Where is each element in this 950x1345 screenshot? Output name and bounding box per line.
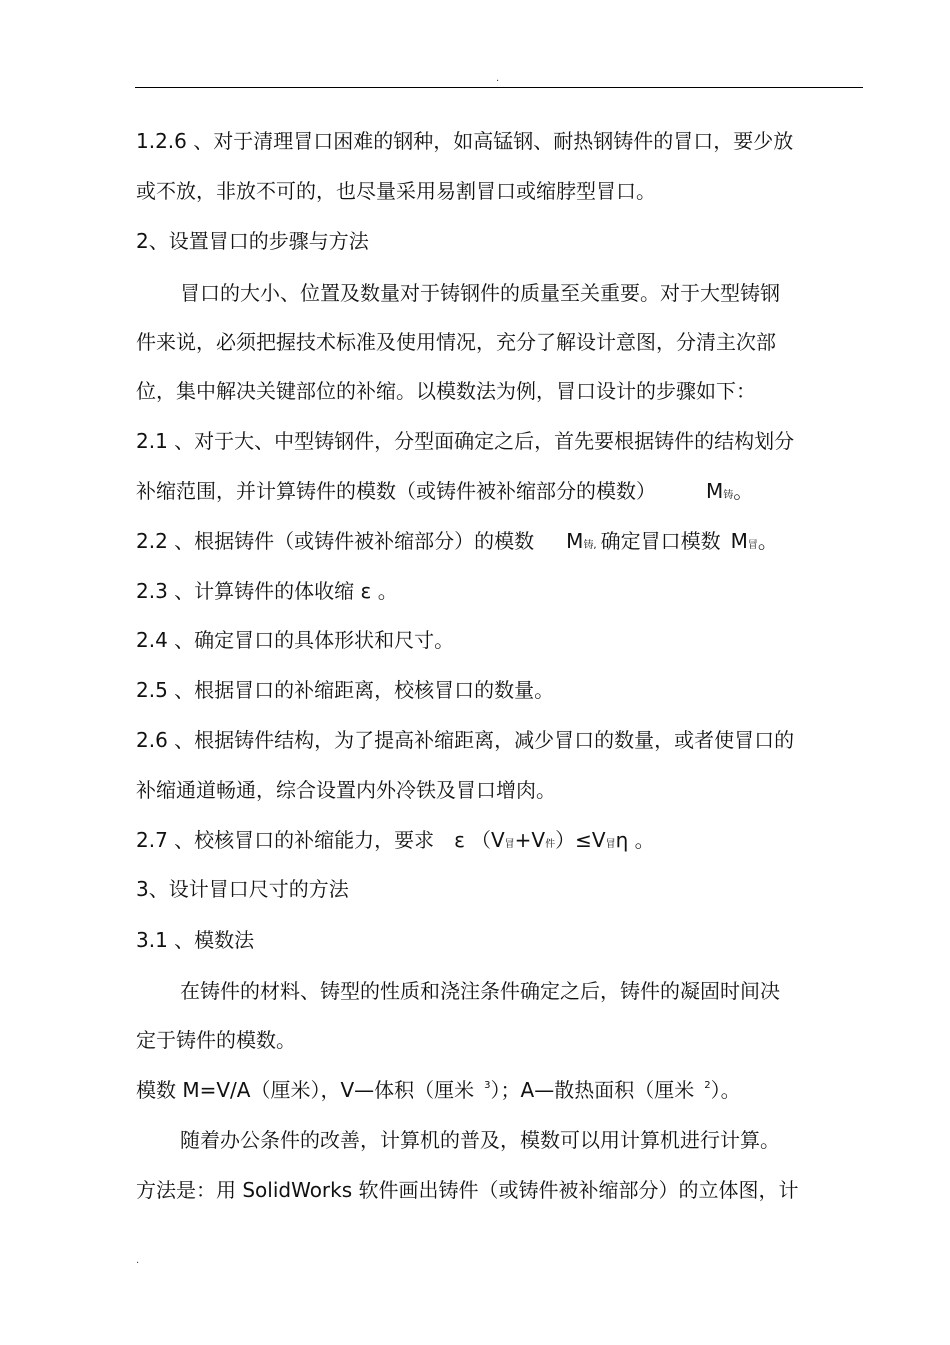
subscript: 铸, <box>583 540 597 551</box>
symbol-m: M <box>706 479 724 503</box>
paragraph-line: 方法是：用 SolidWorks 软件画出铸件（或铸件被补缩部分）的立体图，计 <box>136 1178 799 1202</box>
paragraph-line: 2.1 、对于大、中型铸钢件，分型面确定之后，首先要根据铸件的结构划分 <box>136 429 795 453</box>
paragraph-line: 随着办公条件的改善，计算机的普及，模数可以用计算机进行计算。 <box>180 1128 780 1152</box>
paragraph-line: 或不放，非放不可的，也尽量采用易割冒口或缩脖型冒口。 <box>136 179 656 203</box>
paragraph-line: 冒口的大小、位置及数量对于铸钢件的质量至关重要。对于大型铸钢 <box>180 281 780 305</box>
footer-dot: . <box>136 1255 140 1266</box>
text-run: ）；A—散热面积（厘米 <box>490 1078 695 1102</box>
paragraph-line: 位，集中解决关键部位的补缩。以模数法为例，冒口设计的步骤如下： <box>136 379 756 403</box>
text-run: ）。 <box>710 1078 741 1102</box>
symbol-epsilon: ε <box>454 828 465 852</box>
paragraph-line: 2.6 、根据铸件结构，为了提高补缩距离，减少冒口的数量，或者使冒口的 <box>136 728 795 752</box>
paragraph-line <box>136 478 856 504</box>
subscript: 冒 <box>605 839 616 850</box>
symbol-m: M <box>730 529 748 553</box>
paragraph-line: 定于铸件的模数。 <box>136 1028 296 1052</box>
header-dot: . <box>496 73 500 84</box>
text-run: 模数 M=V/A（厘米），V—体积（厘米 <box>136 1078 475 1102</box>
symbol-m: M <box>566 529 584 553</box>
text-run: （V <box>470 828 505 852</box>
subsection-heading: 3.1 、模数法 <box>136 928 255 952</box>
subscript: 冒 <box>747 540 758 551</box>
paragraph-line: 件来说，必须把握技术标准及使用情况，充分了解设计意图，分清主次部 <box>136 330 776 354</box>
text-run: 2.7 、校核冒口的补缩能力，要求 <box>136 828 435 852</box>
text-run: +V <box>514 828 546 852</box>
text-run: ）≤V <box>555 828 606 852</box>
subscript: 铸 <box>723 490 734 501</box>
superscript: 2 <box>704 1080 711 1091</box>
paragraph-line: 2.4 、确定冒口的具体形状和尺寸。 <box>136 628 455 652</box>
paragraph-line: 2.3 、计算铸件的体收缩 ε 。 <box>136 579 398 603</box>
text-run: η 。 <box>615 828 655 852</box>
paragraph-line <box>136 528 856 554</box>
subscript: 冒 <box>504 839 515 850</box>
text-run: 补缩范围，并计算铸件的模数（或铸件被补缩部分的模数） <box>136 479 656 503</box>
subscript: 件 <box>545 839 556 850</box>
section-heading: 3、设计冒口尺寸的方法 <box>136 877 349 901</box>
superscript: 3 <box>484 1080 491 1091</box>
header-rule <box>135 87 863 88</box>
section-heading: 2、设置冒口的步骤与方法 <box>136 229 369 253</box>
paragraph-line: 2.5 、根据冒口的补缩距离，校核冒口的数量。 <box>136 678 555 702</box>
paragraph-line: 在铸件的材料、铸型的性质和浇注条件确定之后，铸件的凝固时间决 <box>180 979 780 1003</box>
formula-line <box>136 1077 856 1103</box>
paragraph-line <box>136 827 856 853</box>
paragraph-line: 补缩通道畅通，综合设置内外冷铁及冒口增肉。 <box>136 778 556 802</box>
text-run: 确定冒口模数 <box>600 529 721 553</box>
text-run: 。 <box>733 479 754 503</box>
text-run: 。 <box>757 529 778 553</box>
text-run: 2.2 、根据铸件（或铸件被补缩部分）的模数 <box>136 529 535 553</box>
paragraph-line: 1.2.6 、对于清理冒口困难的钢种，如高锰钢、耐热钢铸件的冒口，要少放 <box>136 129 794 153</box>
